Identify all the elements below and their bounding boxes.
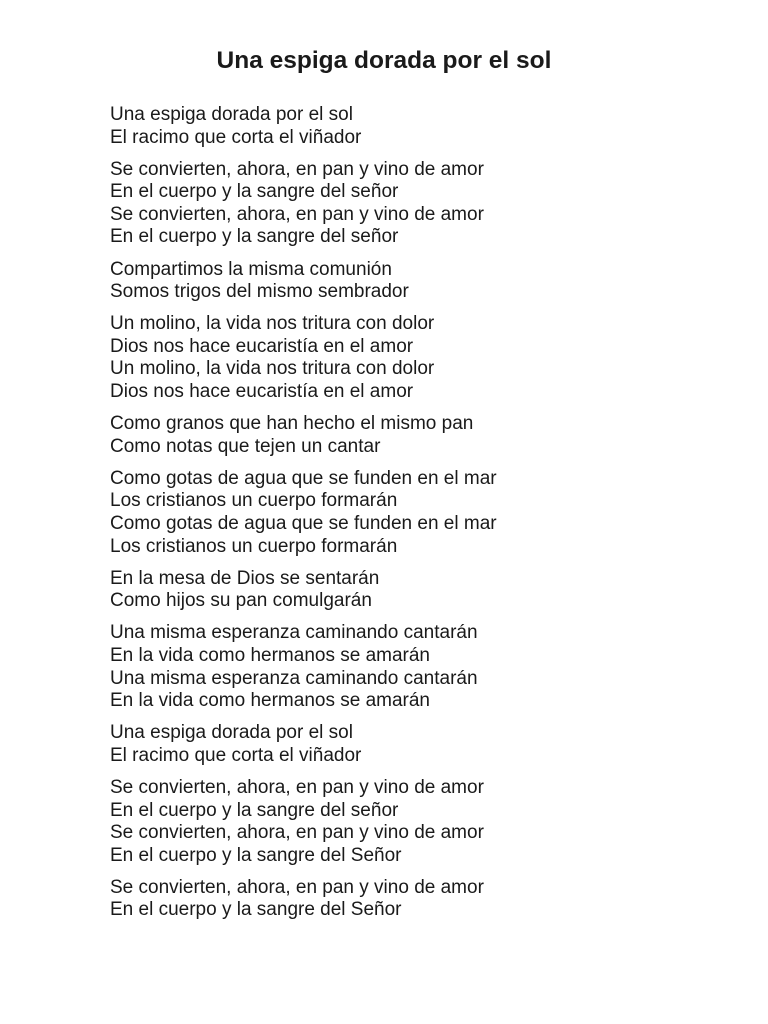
lyric-line: Se convierten, ahora, en pan y vino de amor xyxy=(110,876,484,898)
lyric-line: Los cristianos un cuerpo formarán xyxy=(110,490,398,512)
lyric-stanza xyxy=(110,159,710,249)
lyric-stanza xyxy=(110,468,710,558)
lyric-line: El racimo que corta el viñador xyxy=(110,744,362,766)
lyric-line: En el cuerpo y la sangre del Señor xyxy=(110,899,402,921)
lyric-line: Se convierten, ahora, en pan y vino de amor xyxy=(110,776,484,798)
lyric-line: Dios nos hace eucaristía en el amor xyxy=(110,381,414,403)
lyric-line: Una misma esperanza caminando cantarán xyxy=(110,667,478,689)
lyric-line: Se convierten, ahora, en pan y vino de amor xyxy=(110,822,484,844)
lyric-stanza xyxy=(110,259,710,304)
lyric-line: En la mesa de Dios se sentarán xyxy=(110,567,380,589)
lyric-line: En la vida como hermanos se amarán xyxy=(110,644,430,666)
lyric-stanza xyxy=(110,104,710,149)
lyric-line: Se convierten, ahora, en pan y vino de amor xyxy=(110,158,484,180)
lyric-line: Como hijos su pan comulgarán xyxy=(110,590,372,612)
lyric-stanza xyxy=(110,622,710,712)
lyric-line: Se convierten, ahora, en pan y vino de amor xyxy=(110,203,484,225)
lyric-line: En el cuerpo y la sangre del señor xyxy=(110,226,399,248)
lyric-line: Como gotas de agua que se funden en el mar xyxy=(110,467,497,489)
lyric-line: Somos trigos del mismo sembrador xyxy=(110,281,409,303)
lyric-line: Una espiga dorada por el sol xyxy=(110,722,353,744)
lyric-line: En la vida como hermanos se amarán xyxy=(110,690,430,712)
lyric-line: Como notas que tejen un cantar xyxy=(110,435,381,457)
lyric-line: Como gotas de agua que se funden en el mar xyxy=(110,513,497,534)
lyric-stanza xyxy=(110,777,710,867)
lyric-line: El racimo que corta el viñador xyxy=(110,126,362,148)
lyric-line: En el cuerpo y la sangre del señor xyxy=(110,181,399,203)
lyric-line: Una espiga dorada por el sol xyxy=(110,104,353,125)
page-title: Una espiga dorada por el sol xyxy=(216,47,552,74)
lyric-line: Compartimos la misma comunión xyxy=(110,258,392,280)
lyric-line: Como granos que han hecho el mismo pan xyxy=(110,413,474,435)
lyric-line: Un molino, la vida nos tritura con dolor xyxy=(110,313,435,335)
lyric-line: En el cuerpo y la sangre del Señor xyxy=(110,844,402,866)
lyric-stanza xyxy=(110,413,710,458)
lyric-stanza xyxy=(110,568,710,613)
lyric-line: Los cristianos un cuerpo formarán xyxy=(110,535,398,557)
lyrics-body xyxy=(110,104,710,932)
lyric-stanza xyxy=(110,877,710,922)
lyric-line: En el cuerpo y la sangre del señor xyxy=(110,799,399,821)
lyric-line: Dios nos hace eucaristía en el amor xyxy=(110,335,414,357)
lyric-line: Un molino, la vida nos tritura con dolor xyxy=(110,358,435,380)
lyric-line: Una misma esperanza caminando cantarán xyxy=(110,622,478,644)
lyric-stanza xyxy=(110,722,710,767)
lyric-stanza xyxy=(110,313,710,403)
